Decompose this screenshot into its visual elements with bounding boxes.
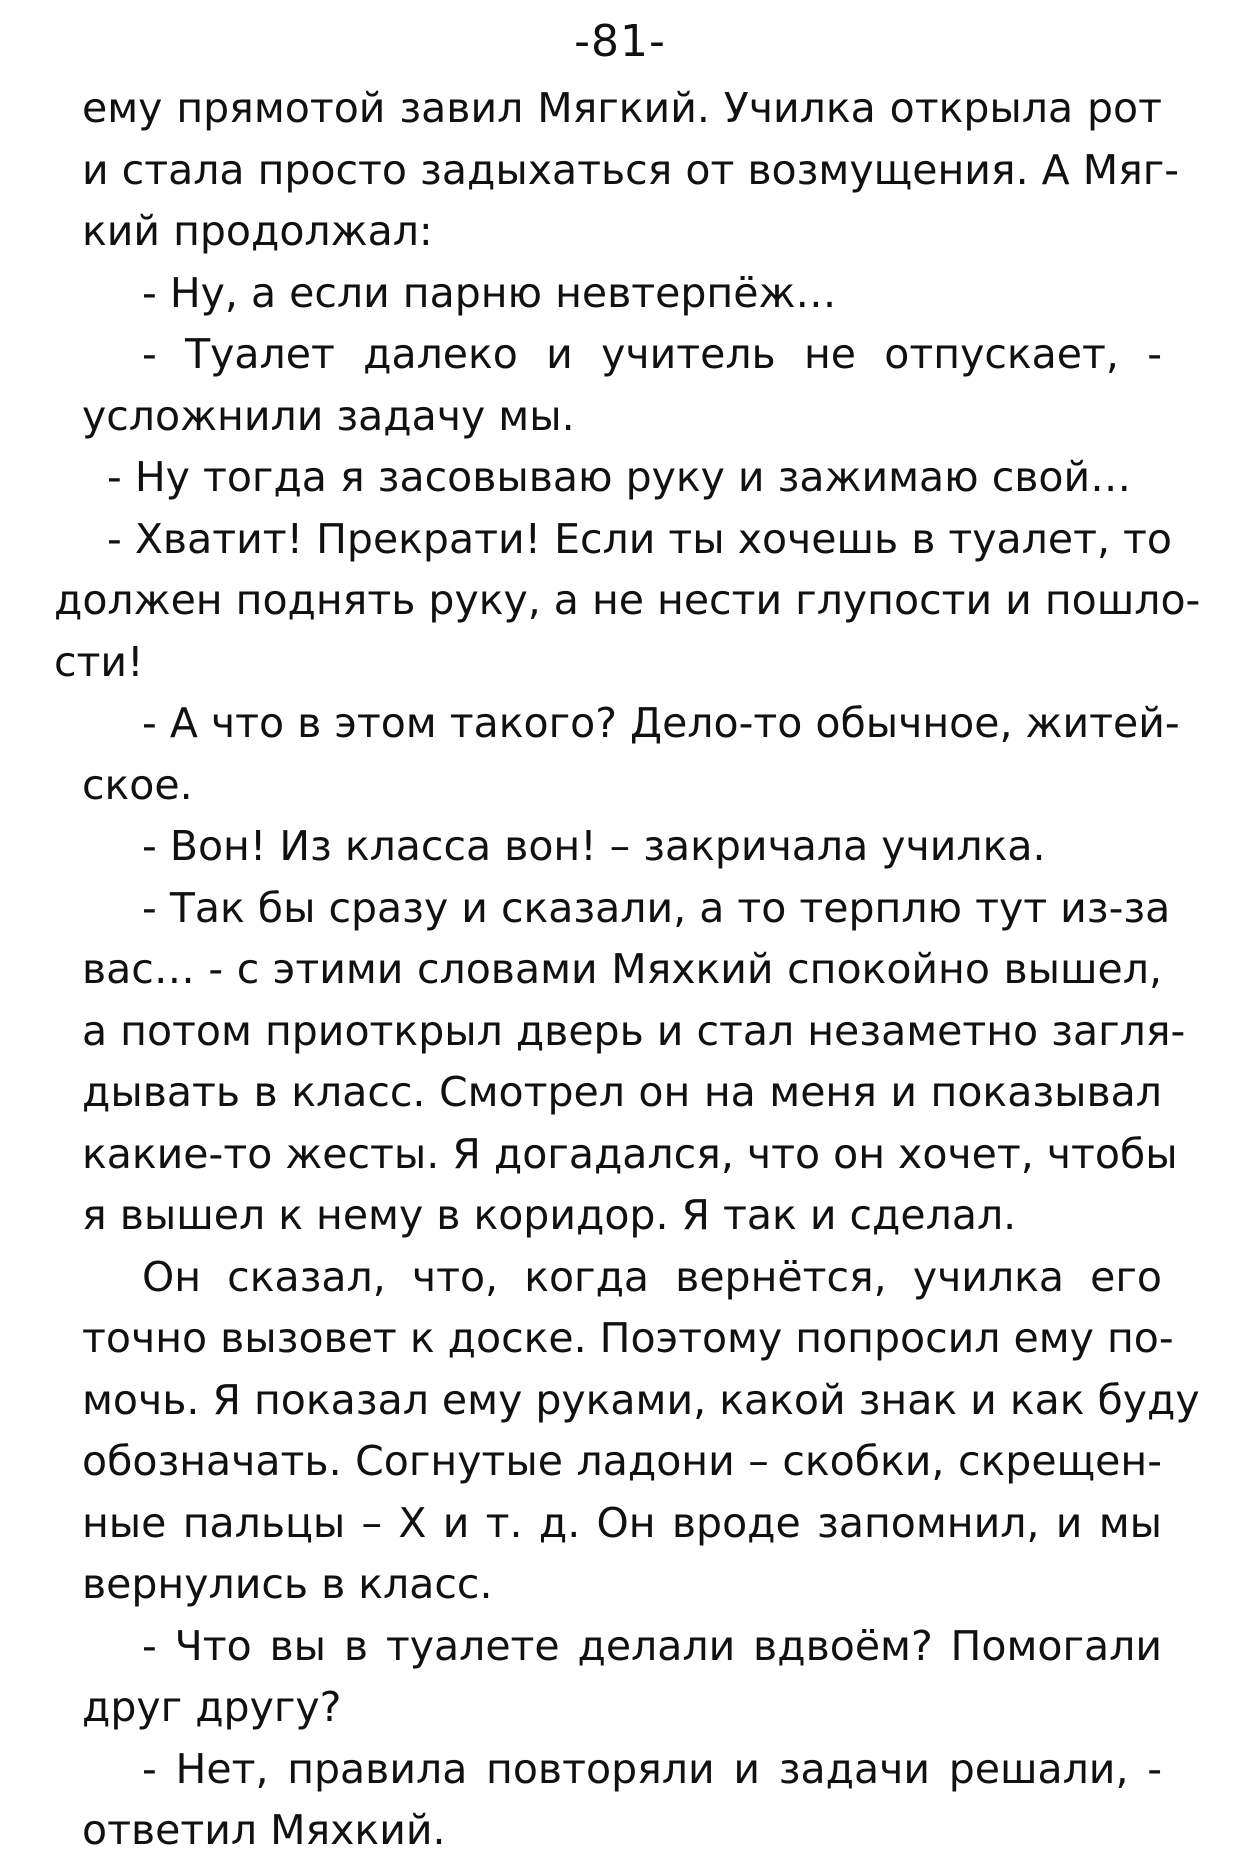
text-line: точно вызовет к доске. Поэтому попросил ему по- [82,1314,1174,1362]
text-line: - Так бы сразу и сказали, а то терплю тут из-за [142,883,1171,932]
text-line: ское. [82,760,193,809]
text-line: кий продолжал: [82,207,433,255]
text-line: - Что вы в туалете делали вдвоём? Помогали [142,1621,1162,1670]
text-line: вернулись в класс. [82,1560,493,1608]
text-line: ные пальцы – Х и т. д. Он вроде запомнил, и мы [82,1498,1162,1547]
text-line: ответил Мяхкий. [82,1806,446,1854]
text-line: должен поднять руку, а не нести глупости и пошло- [54,576,1201,624]
text-line: дывать в класс. Смотрел он на меня и показывал [82,1068,1162,1116]
text-line: усложнили задачу мы. [82,391,575,440]
text-line: вас… - с этими словами Мяхкий спокойно вышел, [82,945,1162,993]
text-line: какие-то жесты. Я догадался, что он хочет, чтобы [82,1129,1178,1178]
page-number: -81- [574,16,666,67]
text-line: ему прямотой завил Мягкий. Училка открыла рот [82,84,1162,132]
text-line: Он сказал, что, когда вернётся, училка его [142,1252,1162,1301]
page-text [54,78,1201,1862]
text-line: - Ну тогда я засовываю руку и зажимаю свой… [107,453,1132,501]
text-line: - Вон! Из класса вон! – закричала училка. [142,822,1046,870]
text-line: - Нет, правила повторяли и задачи решали, - [142,1744,1162,1793]
text-line: - А что в этом такого? Дело-то обычное, житей- [142,699,1180,747]
text-line: - Ну, а если парню невтерпёж… [142,268,837,317]
text-line: сти! [54,637,144,686]
text-line: мочь. Я показал ему руками, какой знак и как буду [82,1375,1200,1424]
text-line: а потом приоткрыл дверь и стал незаметно загля- [82,1006,1186,1055]
text-line: и стала просто задыхаться от возмущения. А Мяг- [82,145,1180,194]
text-line: друг другу? [82,1683,342,1731]
text-line: я вышел к нему в коридор. Я так и сделал. [82,1191,1017,1239]
text-line: - Хватит! Прекрати! Если ты хочешь в туалет, то [107,514,1173,563]
text-line: - Туалет далеко и учитель не отпускает, - [142,330,1162,378]
text-line: обозначать. Согнутые ладони – скобки, скрещен- [82,1437,1162,1485]
